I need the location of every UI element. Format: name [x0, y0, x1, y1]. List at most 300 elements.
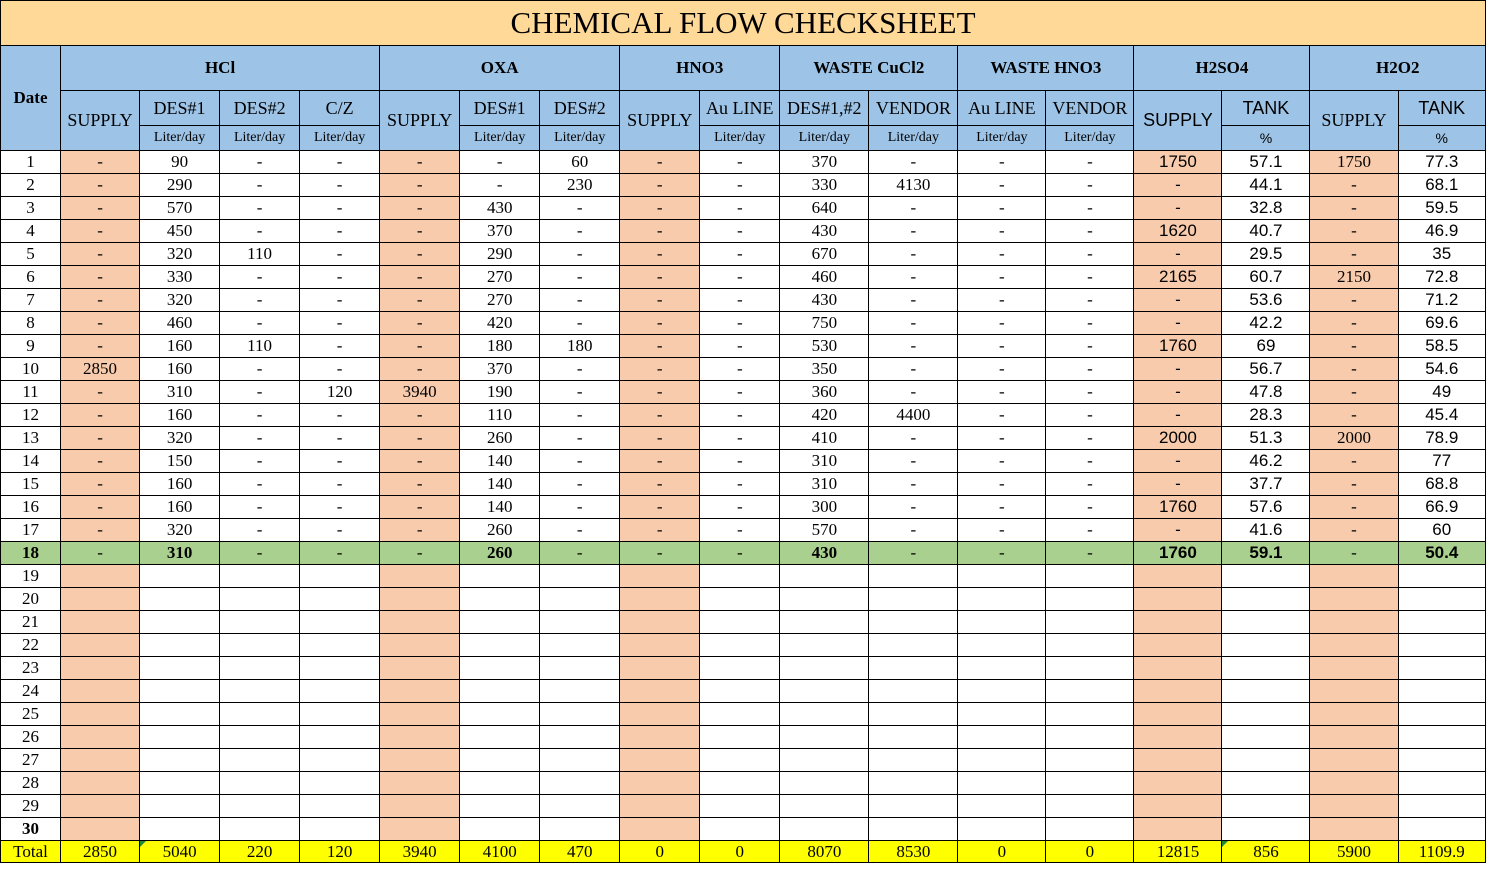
supply-cell[interactable]: -	[380, 220, 460, 243]
total-cell[interactable]: 220	[220, 841, 300, 863]
data-cell[interactable]: -	[540, 243, 620, 266]
supply-cell[interactable]: -	[620, 174, 700, 197]
data-cell[interactable]: 320	[140, 427, 220, 450]
data-cell[interactable]	[958, 749, 1046, 772]
data-cell[interactable]: 330	[140, 266, 220, 289]
data-cell[interactable]: -	[1046, 450, 1134, 473]
group-header-hcl[interactable]: HCl	[61, 46, 380, 91]
date-cell[interactable]: 16	[1, 496, 61, 519]
data-cell[interactable]: -	[1046, 381, 1134, 404]
data-cell[interactable]: -	[958, 427, 1046, 450]
data-cell[interactable]: -	[1046, 289, 1134, 312]
data-cell[interactable]: 290	[140, 174, 220, 197]
data-cell[interactable]: 330	[780, 174, 869, 197]
sheet-title[interactable]: CHEMICAL FLOW CHECKSHEET	[1, 1, 1486, 46]
data-cell[interactable]	[1222, 703, 1310, 726]
data-cell[interactable]: 370	[780, 151, 869, 174]
data-cell[interactable]	[780, 703, 869, 726]
date-cell[interactable]: 10	[1, 358, 61, 381]
unit-label[interactable]: Liter/day	[220, 126, 300, 151]
date-cell[interactable]: 13	[1, 427, 61, 450]
data-cell[interactable]	[780, 680, 869, 703]
supply-cell[interactable]: 1750	[1134, 151, 1222, 174]
data-cell[interactable]	[1046, 634, 1134, 657]
data-cell[interactable]	[1398, 588, 1485, 611]
data-cell[interactable]	[869, 657, 958, 680]
data-cell[interactable]	[540, 634, 620, 657]
data-cell[interactable]	[700, 680, 780, 703]
supply-cell[interactable]	[380, 611, 460, 634]
date-cell[interactable]: 23	[1, 657, 61, 680]
data-cell[interactable]: -	[220, 519, 300, 542]
data-cell[interactable]: -	[1046, 519, 1134, 542]
data-cell[interactable]: -	[300, 174, 380, 197]
supply-cell[interactable]	[1310, 818, 1398, 841]
data-cell[interactable]	[300, 634, 380, 657]
group-header-waste-cucl2[interactable]: WASTE CuCl2	[780, 46, 958, 91]
data-cell[interactable]	[958, 565, 1046, 588]
data-cell[interactable]: -	[540, 542, 620, 565]
data-cell[interactable]	[1398, 726, 1485, 749]
data-cell[interactable]: -	[460, 174, 540, 197]
unit-label[interactable]: Liter/day	[1046, 126, 1134, 151]
supply-cell[interactable]: -	[380, 312, 460, 335]
data-cell[interactable]: -	[220, 197, 300, 220]
data-cell[interactable]: 37.7	[1222, 473, 1310, 496]
data-cell[interactable]	[958, 634, 1046, 657]
supply-cell[interactable]: -	[61, 542, 140, 565]
supply-cell[interactable]: -	[61, 312, 140, 335]
data-cell[interactable]	[540, 749, 620, 772]
data-cell[interactable]: 51.3	[1222, 427, 1310, 450]
unit-label[interactable]: Liter/day	[780, 126, 869, 151]
supply-cell[interactable]: -	[620, 266, 700, 289]
data-cell[interactable]	[958, 772, 1046, 795]
data-cell[interactable]: -	[958, 404, 1046, 427]
data-cell[interactable]: -	[700, 151, 780, 174]
data-cell[interactable]: 370	[460, 220, 540, 243]
data-cell[interactable]: -	[1046, 243, 1134, 266]
supply-cell[interactable]: -	[1310, 473, 1398, 496]
supply-cell[interactable]: -	[620, 335, 700, 358]
data-cell[interactable]: 78.9	[1398, 427, 1485, 450]
data-cell[interactable]: 40.7	[1222, 220, 1310, 243]
data-cell[interactable]: -	[869, 220, 958, 243]
data-cell[interactable]: -	[1046, 335, 1134, 358]
data-cell[interactable]: -	[700, 381, 780, 404]
data-cell[interactable]: -	[700, 358, 780, 381]
supply-cell[interactable]	[1310, 795, 1398, 818]
supply-cell[interactable]: -	[1310, 197, 1398, 220]
supply-cell[interactable]	[620, 634, 700, 657]
data-cell[interactable]: 49	[1398, 381, 1485, 404]
data-cell[interactable]	[1046, 565, 1134, 588]
data-cell[interactable]: -	[300, 473, 380, 496]
unit-label[interactable]: %	[1398, 126, 1485, 151]
data-cell[interactable]: 160	[140, 335, 220, 358]
data-cell[interactable]	[1222, 611, 1310, 634]
supply-cell[interactable]: -	[1134, 358, 1222, 381]
data-cell[interactable]: -	[958, 197, 1046, 220]
data-cell[interactable]	[958, 657, 1046, 680]
data-cell[interactable]: 69.6	[1398, 312, 1485, 335]
date-cell[interactable]: 18	[1, 542, 61, 565]
data-cell[interactable]	[1222, 749, 1310, 772]
supply-cell[interactable]: -	[380, 174, 460, 197]
data-cell[interactable]: 44.1	[1222, 174, 1310, 197]
data-cell[interactable]	[780, 772, 869, 795]
data-cell[interactable]: -	[540, 289, 620, 312]
data-cell[interactable]: -	[220, 312, 300, 335]
data-cell[interactable]	[700, 726, 780, 749]
supply-cell[interactable]	[1134, 749, 1222, 772]
data-cell[interactable]	[220, 680, 300, 703]
data-cell[interactable]: 32.8	[1222, 197, 1310, 220]
date-cell[interactable]: 5	[1, 243, 61, 266]
data-cell[interactable]: -	[700, 220, 780, 243]
date-cell[interactable]: 8	[1, 312, 61, 335]
data-cell[interactable]: 410	[780, 427, 869, 450]
data-cell[interactable]: -	[700, 450, 780, 473]
data-cell[interactable]: 50.4	[1398, 542, 1485, 565]
supply-cell[interactable]	[620, 588, 700, 611]
supply-cell[interactable]: -	[1310, 243, 1398, 266]
data-cell[interactable]: 140	[460, 496, 540, 519]
data-cell[interactable]	[780, 634, 869, 657]
supply-cell[interactable]	[1134, 657, 1222, 680]
data-cell[interactable]	[1046, 703, 1134, 726]
data-cell[interactable]	[1398, 611, 1485, 634]
data-cell[interactable]: -	[869, 243, 958, 266]
data-cell[interactable]: -	[300, 404, 380, 427]
supply-cell[interactable]	[61, 818, 140, 841]
data-cell[interactable]: -	[220, 427, 300, 450]
date-cell[interactable]: 30	[1, 818, 61, 841]
supply-cell[interactable]: -	[620, 197, 700, 220]
data-cell[interactable]	[1222, 565, 1310, 588]
data-cell[interactable]	[140, 634, 220, 657]
supply-cell[interactable]: -	[620, 358, 700, 381]
supply-cell[interactable]: -	[61, 473, 140, 496]
supply-cell[interactable]: 1760	[1134, 542, 1222, 565]
data-cell[interactable]	[869, 818, 958, 841]
data-cell[interactable]	[540, 680, 620, 703]
total-cell[interactable]: 5900	[1310, 841, 1398, 863]
data-cell[interactable]	[540, 565, 620, 588]
data-cell[interactable]	[220, 795, 300, 818]
data-cell[interactable]	[780, 818, 869, 841]
data-cell[interactable]: 46.2	[1222, 450, 1310, 473]
data-cell[interactable]: 370	[460, 358, 540, 381]
unit-label[interactable]: Liter/day	[460, 126, 540, 151]
data-cell[interactable]: -	[300, 243, 380, 266]
supply-cell[interactable]	[380, 565, 460, 588]
data-cell[interactable]: 420	[460, 312, 540, 335]
data-cell[interactable]: -	[869, 381, 958, 404]
supply-cell[interactable]	[380, 726, 460, 749]
supply-cell[interactable]: -	[1134, 404, 1222, 427]
data-cell[interactable]: -	[300, 289, 380, 312]
data-cell[interactable]	[140, 749, 220, 772]
data-cell[interactable]	[220, 726, 300, 749]
data-cell[interactable]	[780, 611, 869, 634]
data-cell[interactable]	[869, 749, 958, 772]
supply-cell[interactable]: -	[1310, 381, 1398, 404]
supply-cell[interactable]: -	[1310, 496, 1398, 519]
date-cell[interactable]: 11	[1, 381, 61, 404]
data-cell[interactable]	[460, 818, 540, 841]
supply-cell[interactable]: -	[620, 427, 700, 450]
data-cell[interactable]	[540, 818, 620, 841]
column-header-supply[interactable]: SUPPLY	[1134, 91, 1222, 151]
data-cell[interactable]	[140, 726, 220, 749]
data-cell[interactable]	[220, 634, 300, 657]
data-cell[interactable]: 570	[140, 197, 220, 220]
supply-cell[interactable]	[61, 657, 140, 680]
data-cell[interactable]	[140, 565, 220, 588]
supply-cell[interactable]: -	[61, 381, 140, 404]
data-cell[interactable]	[540, 726, 620, 749]
supply-cell[interactable]: -	[1310, 519, 1398, 542]
data-cell[interactable]: -	[540, 404, 620, 427]
data-cell[interactable]: 60	[540, 151, 620, 174]
supply-cell[interactable]	[380, 657, 460, 680]
data-cell[interactable]: 77.3	[1398, 151, 1485, 174]
data-cell[interactable]: 59.5	[1398, 197, 1485, 220]
data-cell[interactable]: 71.2	[1398, 289, 1485, 312]
data-cell[interactable]: -	[540, 266, 620, 289]
data-cell[interactable]: -	[869, 266, 958, 289]
data-cell[interactable]: -	[1046, 427, 1134, 450]
data-cell[interactable]: -	[700, 519, 780, 542]
unit-label[interactable]: Liter/day	[869, 126, 958, 151]
supply-cell[interactable]: -	[380, 542, 460, 565]
supply-cell[interactable]: -	[380, 243, 460, 266]
supply-cell[interactable]: -	[1134, 197, 1222, 220]
data-cell[interactable]	[780, 726, 869, 749]
supply-cell[interactable]: -	[1134, 243, 1222, 266]
data-cell[interactable]	[700, 749, 780, 772]
data-cell[interactable]: 140	[460, 450, 540, 473]
supply-cell[interactable]: -	[380, 335, 460, 358]
total-cell[interactable]: 8070	[780, 841, 869, 863]
data-cell[interactable]: 110	[220, 335, 300, 358]
data-cell[interactable]: 160	[140, 473, 220, 496]
data-cell[interactable]: -	[460, 151, 540, 174]
data-cell[interactable]	[780, 588, 869, 611]
data-cell[interactable]: -	[300, 151, 380, 174]
data-cell[interactable]	[1046, 818, 1134, 841]
date-cell[interactable]: 1	[1, 151, 61, 174]
data-cell[interactable]	[700, 588, 780, 611]
data-cell[interactable]: -	[958, 335, 1046, 358]
data-cell[interactable]: 57.6	[1222, 496, 1310, 519]
supply-cell[interactable]	[620, 749, 700, 772]
supply-cell[interactable]: -	[380, 450, 460, 473]
supply-cell[interactable]: -	[61, 151, 140, 174]
data-cell[interactable]: -	[700, 174, 780, 197]
unit-label[interactable]: Liter/day	[300, 126, 380, 151]
data-cell[interactable]: -	[958, 542, 1046, 565]
supply-cell[interactable]: -	[380, 197, 460, 220]
data-cell[interactable]	[700, 818, 780, 841]
data-cell[interactable]: -	[869, 197, 958, 220]
supply-cell[interactable]: -	[61, 404, 140, 427]
unit-label[interactable]: Liter/day	[958, 126, 1046, 151]
supply-cell[interactable]: -	[61, 427, 140, 450]
data-cell[interactable]	[300, 749, 380, 772]
supply-cell[interactable]: -	[61, 496, 140, 519]
data-cell[interactable]	[1398, 703, 1485, 726]
data-cell[interactable]	[1222, 772, 1310, 795]
data-cell[interactable]: 69	[1222, 335, 1310, 358]
data-cell[interactable]: -	[958, 450, 1046, 473]
data-cell[interactable]: -	[1046, 151, 1134, 174]
data-cell[interactable]	[460, 795, 540, 818]
supply-cell[interactable]: 1760	[1134, 496, 1222, 519]
data-cell[interactable]	[460, 703, 540, 726]
supply-cell[interactable]: -	[1310, 289, 1398, 312]
data-cell[interactable]	[300, 703, 380, 726]
data-cell[interactable]	[220, 818, 300, 841]
data-cell[interactable]: 42.2	[1222, 312, 1310, 335]
data-cell[interactable]: -	[869, 450, 958, 473]
supply-cell[interactable]: -	[61, 335, 140, 358]
supply-cell[interactable]: -	[380, 473, 460, 496]
supply-cell[interactable]: -	[61, 289, 140, 312]
data-cell[interactable]: -	[540, 473, 620, 496]
data-cell[interactable]: -	[869, 151, 958, 174]
supply-cell[interactable]	[61, 611, 140, 634]
column-header-tank[interactable]: TANK	[1222, 91, 1310, 126]
data-cell[interactable]: 270	[460, 289, 540, 312]
supply-cell[interactable]: -	[380, 358, 460, 381]
supply-cell[interactable]	[1310, 680, 1398, 703]
date-cell[interactable]: 15	[1, 473, 61, 496]
total-cell[interactable]: 0	[620, 841, 700, 863]
data-cell[interactable]	[1046, 795, 1134, 818]
data-cell[interactable]: -	[958, 519, 1046, 542]
supply-cell[interactable]	[1310, 611, 1398, 634]
data-cell[interactable]: -	[700, 427, 780, 450]
data-cell[interactable]: 28.3	[1222, 404, 1310, 427]
data-cell[interactable]: 450	[140, 220, 220, 243]
data-cell[interactable]: -	[700, 197, 780, 220]
date-cell[interactable]: 22	[1, 634, 61, 657]
supply-cell[interactable]: 1620	[1134, 220, 1222, 243]
data-cell[interactable]	[220, 611, 300, 634]
date-cell[interactable]: 19	[1, 565, 61, 588]
data-cell[interactable]	[958, 588, 1046, 611]
data-cell[interactable]: 430	[780, 289, 869, 312]
supply-cell[interactable]	[1134, 726, 1222, 749]
data-cell[interactable]	[460, 565, 540, 588]
data-cell[interactable]: -	[958, 381, 1046, 404]
data-cell[interactable]	[700, 657, 780, 680]
data-cell[interactable]: -	[540, 427, 620, 450]
supply-cell[interactable]	[1134, 634, 1222, 657]
data-cell[interactable]: 320	[140, 243, 220, 266]
data-cell[interactable]: -	[540, 496, 620, 519]
data-cell[interactable]: -	[220, 266, 300, 289]
supply-cell[interactable]: -	[61, 450, 140, 473]
date-cell[interactable]: 2	[1, 174, 61, 197]
supply-cell[interactable]	[1310, 565, 1398, 588]
data-cell[interactable]: -	[540, 519, 620, 542]
data-cell[interactable]	[1222, 818, 1310, 841]
group-header-h2o2[interactable]: H2O2	[1310, 46, 1486, 91]
supply-cell[interactable]	[380, 703, 460, 726]
data-cell[interactable]	[220, 703, 300, 726]
data-cell[interactable]	[958, 611, 1046, 634]
data-cell[interactable]	[700, 795, 780, 818]
data-cell[interactable]: -	[220, 496, 300, 519]
data-cell[interactable]: -	[869, 312, 958, 335]
data-cell[interactable]	[869, 680, 958, 703]
data-cell[interactable]: 430	[780, 220, 869, 243]
data-cell[interactable]: 68.8	[1398, 473, 1485, 496]
data-cell[interactable]: -	[1046, 404, 1134, 427]
group-header-waste-hno3[interactable]: WASTE HNO3	[958, 46, 1134, 91]
supply-cell[interactable]: -	[1134, 519, 1222, 542]
data-cell[interactable]: -	[1046, 542, 1134, 565]
column-header-supply[interactable]: SUPPLY	[61, 91, 140, 151]
supply-cell[interactable]	[620, 680, 700, 703]
data-cell[interactable]: -	[869, 496, 958, 519]
total-cell[interactable]: 120	[300, 841, 380, 863]
data-cell[interactable]	[780, 749, 869, 772]
data-cell[interactable]	[869, 611, 958, 634]
data-cell[interactable]	[869, 795, 958, 818]
data-cell[interactable]: 320	[140, 519, 220, 542]
data-cell[interactable]: 300	[780, 496, 869, 519]
data-cell[interactable]: -	[220, 220, 300, 243]
supply-cell[interactable]: -	[61, 174, 140, 197]
data-cell[interactable]: -	[300, 496, 380, 519]
data-cell[interactable]: -	[700, 404, 780, 427]
data-cell[interactable]: 670	[780, 243, 869, 266]
data-cell[interactable]: -	[869, 427, 958, 450]
supply-cell[interactable]	[620, 726, 700, 749]
data-cell[interactable]: -	[220, 404, 300, 427]
total-cell[interactable]: 856	[1222, 841, 1310, 863]
data-cell[interactable]	[958, 703, 1046, 726]
date-cell[interactable]: 28	[1, 772, 61, 795]
supply-cell[interactable]: 3940	[380, 381, 460, 404]
data-cell[interactable]: -	[700, 542, 780, 565]
data-cell[interactable]: 4400	[869, 404, 958, 427]
data-cell[interactable]: 260	[460, 519, 540, 542]
date-cell[interactable]: 24	[1, 680, 61, 703]
data-cell[interactable]: 60	[1398, 519, 1485, 542]
data-cell[interactable]: -	[220, 358, 300, 381]
data-cell[interactable]: -	[700, 312, 780, 335]
total-cell[interactable]: 3940	[380, 841, 460, 863]
data-cell[interactable]: 160	[140, 404, 220, 427]
supply-cell[interactable]: -	[1134, 473, 1222, 496]
data-cell[interactable]	[460, 634, 540, 657]
group-header-h2so4[interactable]: H2SO4	[1134, 46, 1310, 91]
data-cell[interactable]: -	[700, 496, 780, 519]
unit-label[interactable]: Liter/day	[700, 126, 780, 151]
date-cell[interactable]: 27	[1, 749, 61, 772]
data-cell[interactable]: 190	[460, 381, 540, 404]
data-cell[interactable]	[1398, 818, 1485, 841]
data-cell[interactable]	[1222, 657, 1310, 680]
group-header-hno3[interactable]: HNO3	[620, 46, 780, 91]
data-cell[interactable]	[460, 772, 540, 795]
supply-cell[interactable]: -	[1310, 542, 1398, 565]
